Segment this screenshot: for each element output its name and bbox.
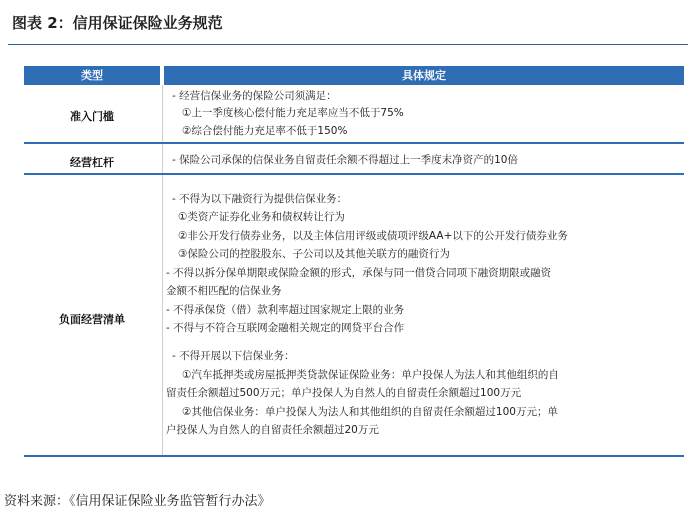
figure-title: 图表 2：信用保证保险业务规范 — [12, 14, 223, 32]
row-separator — [24, 142, 684, 144]
row-line: - 不得以拆分保单期限或保险金额的形式，承保与同一借贷合同项下融资期限或融资 — [166, 267, 552, 279]
row-separator — [24, 173, 684, 175]
header-details: 具体规定 — [164, 66, 684, 85]
table-bottom-rule — [24, 455, 684, 457]
row-line: 户投保人为自然人的自留责任余额超过20万元 — [166, 424, 379, 436]
source-note: 资料来源：《信用保证保险业务监管暂行办法》 — [4, 494, 271, 509]
row-category-negative-list: 负面经营清单 — [59, 313, 125, 326]
header-type: 类型 — [24, 66, 160, 85]
row-line: - 经营信保业务的保险公司须满足： — [172, 90, 337, 102]
row-line: - 不得承保贷（借）款利率超过国家规定上限的业务 — [166, 304, 405, 316]
row-line: 金额不相匹配的信保业务 — [166, 285, 282, 297]
title-rule — [8, 44, 688, 45]
row-category-entry-threshold: 准入门槛 — [70, 110, 114, 123]
row-line: ②非公开发行债券业务，以及主体信用评级或债项评级AA+以下的公开发行债券业务 — [178, 230, 568, 242]
row-line: ②综合偿付能力充足率不低于150% — [182, 125, 348, 137]
row-line: ③保险公司的控股股东、子公司以及其他关联方的融资行为 — [178, 248, 450, 260]
row-line: 留责任余额超过500万元；单户投保人为自然人的自留责任余额超过100万元 — [166, 387, 522, 399]
row-line: ①汽车抵押类或房屋抵押类贷款保证保险业务：单户投保人为法人和其他组织的自 — [182, 369, 559, 381]
row-line: - 不得为以下融资行为提供信保业务： — [172, 193, 348, 205]
row-line: ②其他信保业务：单户投保人为法人和其他组织的自留责任余额超过100万元；单 — [182, 406, 558, 418]
row-line: - 不得与不符合互联网金融相关规定的网贷平台合作 — [166, 322, 405, 334]
column-divider — [162, 85, 163, 455]
row-line: - 保险公司承保的信保业务自留责任余额不得超过上一季度末净资产的10倍 — [172, 154, 518, 166]
row-line: ①上一季度核心偿付能力充足率应当不低于75% — [182, 107, 404, 119]
row-line: - 不得开展以下信保业务： — [172, 350, 295, 362]
row-category-leverage: 经营杠杆 — [70, 156, 114, 169]
row-line: ①类资产证券化业务和债权转让行为 — [178, 211, 345, 223]
